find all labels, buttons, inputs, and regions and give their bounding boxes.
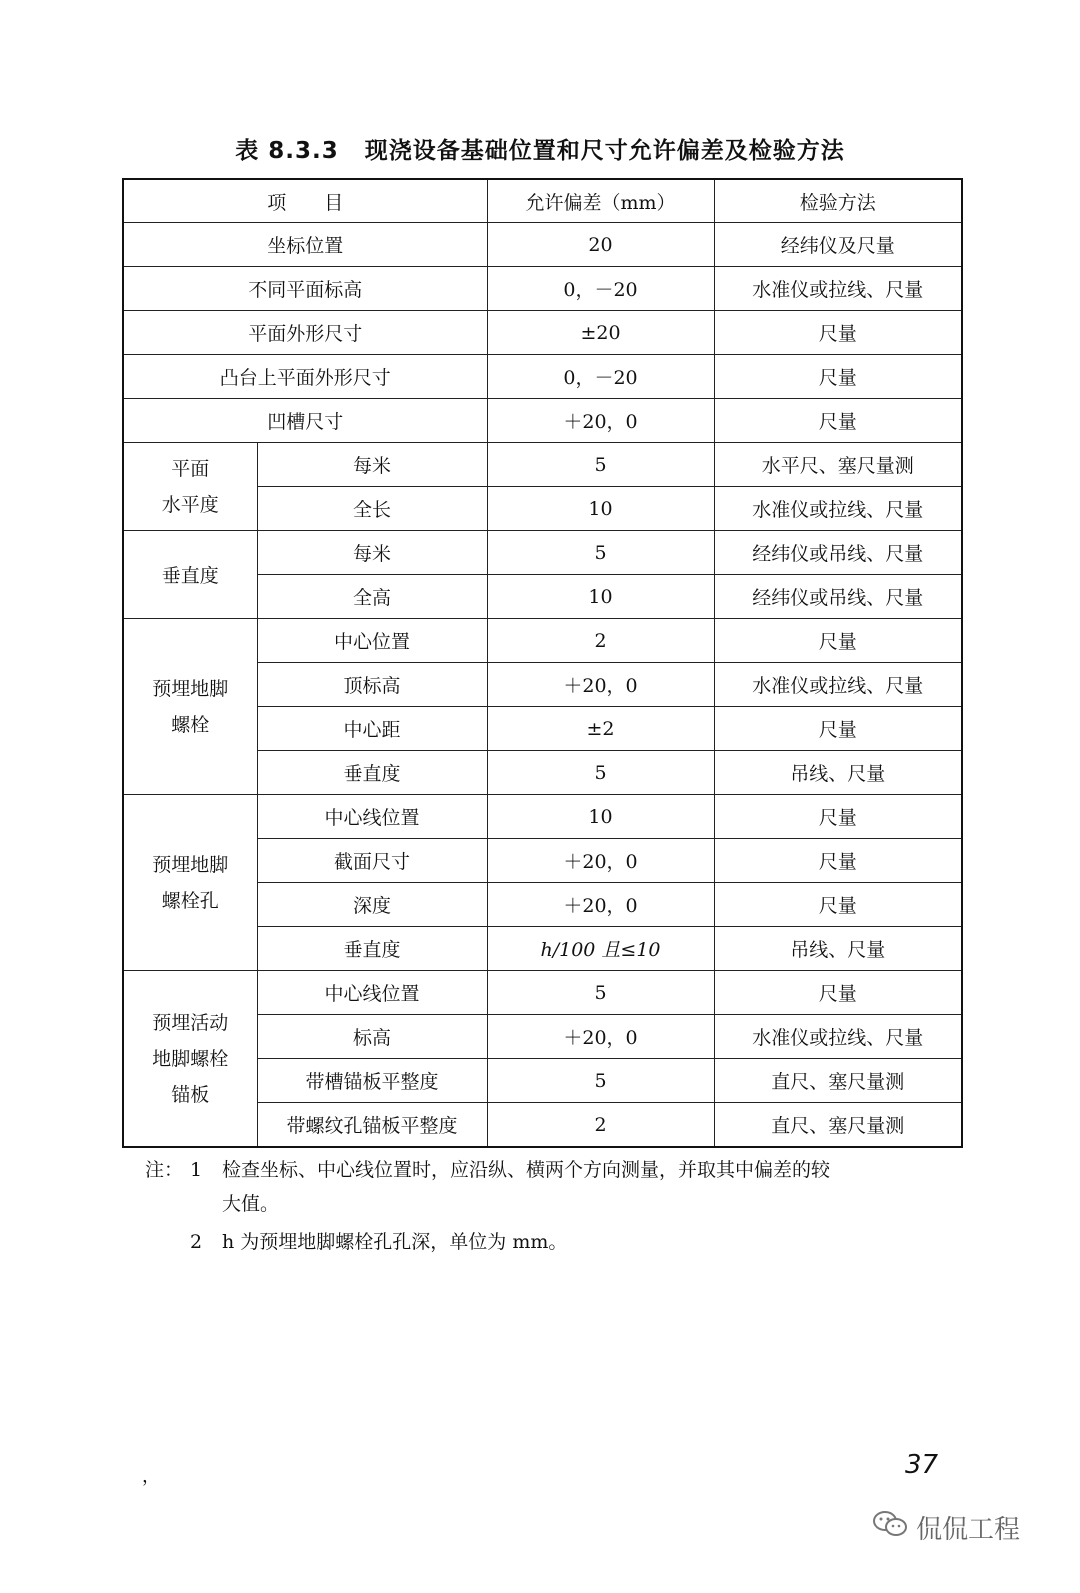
group-label-line: 锚板 [171,1083,210,1106]
group-label-anchor-bolt-hole [123,795,257,971]
group-label-line: 预埋地脚 [152,677,229,700]
subitem-cell: 垂直度 [257,927,487,971]
header-row [123,179,962,223]
subitem-cell: 全高 [257,575,487,619]
method-cell: 吊线、尺量 [714,927,962,971]
method-cell: 吊线、尺量 [714,751,962,795]
subitem-cell: 每米 [257,443,487,487]
group-label-line: 地脚螺栓 [152,1047,229,1070]
method-cell: 尺量 [714,795,962,839]
table-row [123,443,962,487]
group-label-movable-anchor-plate [123,971,257,1148]
item-cell: 不同平面标高 [123,267,487,311]
tolerance-cell: ±20 [487,311,714,355]
note-item [145,1225,965,1259]
table-row [123,223,962,267]
subitem-cell: 垂直度 [257,751,487,795]
table-title-text: 现浇设备基础位置和尺寸允许偏差及检验方法 [364,138,845,164]
method-cell: 尺量 [714,399,962,443]
tolerance-cell: 5 [487,971,714,1015]
tolerance-cell: ＋20，0 [487,663,714,707]
group-label-line: 预埋活动 [152,1011,229,1034]
group-label-line: 螺栓 [171,713,210,736]
watermark [872,1505,1020,1549]
subitem-cell: 带螺纹孔锚板平整度 [257,1103,487,1148]
method-cell: 尺量 [714,619,962,663]
table-row [123,399,962,443]
subitem-cell: 深度 [257,883,487,927]
page-number: 37 [905,1450,939,1480]
note-text: h 为预埋地脚螺栓孔孔深，单位为 mm。 [222,1231,568,1253]
method-cell: 尺量 [714,839,962,883]
group-label-verticality: 垂直度 [123,531,257,619]
item-cell: 坐标位置 [123,223,487,267]
subitem-cell: 中心线位置 [257,795,487,839]
page-title [0,132,1080,165]
tolerance-cell: 5 [487,531,714,575]
subitem-cell: 中心线位置 [257,971,487,1015]
method-cell: 水准仪或拉线、尺量 [714,663,962,707]
tolerance-cell: 5 [487,1059,714,1103]
tolerance-cell: 20 [487,223,714,267]
method-cell: 尺量 [714,971,962,1015]
note-number: 1 [190,1159,203,1181]
tolerance-cell: ＋20，0 [487,839,714,883]
group-label-flatness [123,443,257,531]
tolerance-cell: ＋20，0 [487,883,714,927]
group-label-line: 水平度 [161,493,219,516]
table-row [123,795,962,839]
tolerance-cell: 10 [487,487,714,531]
note-number: 2 [190,1231,203,1253]
subitem-cell: 顶标高 [257,663,487,707]
header-method: 检验方法 [714,179,962,223]
tolerance-cell: 10 [487,575,714,619]
method-cell: 直尺、塞尺量测 [714,1103,962,1148]
tolerance-cell: 5 [487,443,714,487]
subitem-cell: 每米 [257,531,487,575]
table-number: 表 8.3.3 [235,138,339,164]
note-text: 检查坐标、中心线位置时，应沿纵、横两个方向测量，并取其中偏差的较 [222,1159,831,1181]
method-cell: 尺量 [714,707,962,751]
method-cell: 水准仪或拉线、尺量 [714,1015,962,1059]
method-cell: 水准仪或拉线、尺量 [714,267,962,311]
tolerance-cell: 2 [487,1103,714,1148]
method-cell: 经纬仪及尺量 [714,223,962,267]
item-cell: 平面外形尺寸 [123,311,487,355]
tolerance-cell: 5 [487,751,714,795]
notes [145,1153,965,1259]
wechat-icon [872,1509,916,1546]
table-row [123,355,962,399]
tolerance-cell: ＋20，0 [487,399,714,443]
method-cell: 水准仪或拉线、尺量 [714,487,962,531]
subitem-cell: 截面尺寸 [257,839,487,883]
stray-mark: ， [142,1466,160,1487]
header-tolerance: 允许偏差（mm） [487,179,714,223]
method-cell: 水平尺、塞尺量测 [714,443,962,487]
method-cell: 经纬仪或吊线、尺量 [714,531,962,575]
method-cell: 尺量 [714,355,962,399]
method-cell: 直尺、塞尺量测 [714,1059,962,1103]
subitem-cell: 中心位置 [257,619,487,663]
item-cell: 凸台上平面外形尺寸 [123,355,487,399]
tolerance-cell: h/100 且≤10 [487,927,714,971]
table-row [123,619,962,663]
subitem-cell: 中心距 [257,707,487,751]
subitem-cell: 标高 [257,1015,487,1059]
group-label-line: 平面 [171,457,210,480]
group-label-line: 预埋地脚 [152,853,229,876]
method-cell: 尺量 [714,883,962,927]
tolerance-cell: 10 [487,795,714,839]
tolerance-cell: 0，－20 [487,267,714,311]
tolerance-cell: 2 [487,619,714,663]
method-cell: 经纬仪或吊线、尺量 [714,575,962,619]
tolerance-table [122,178,963,1148]
note-item [145,1153,965,1187]
item-cell: 凹槽尺寸 [123,399,487,443]
group-label-anchor-bolt [123,619,257,795]
header-item: 项 目 [123,179,487,223]
notes-label: 注： [145,1159,184,1181]
table-row [123,971,962,1015]
tolerance-cell: ＋20，0 [487,1015,714,1059]
subitem-cell: 带槽锚板平整度 [257,1059,487,1103]
subitem-cell: 全长 [257,487,487,531]
note-text-continued: 大值。 [222,1193,280,1215]
group-label-line: 螺栓孔 [161,889,219,912]
tolerance-cell: ±2 [487,707,714,751]
table-row [123,267,962,311]
watermark-text: 侃侃工程 [916,1514,1021,1545]
table-row [123,311,962,355]
table-row [123,531,962,575]
method-cell: 尺量 [714,311,962,355]
tolerance-cell: 0，－20 [487,355,714,399]
